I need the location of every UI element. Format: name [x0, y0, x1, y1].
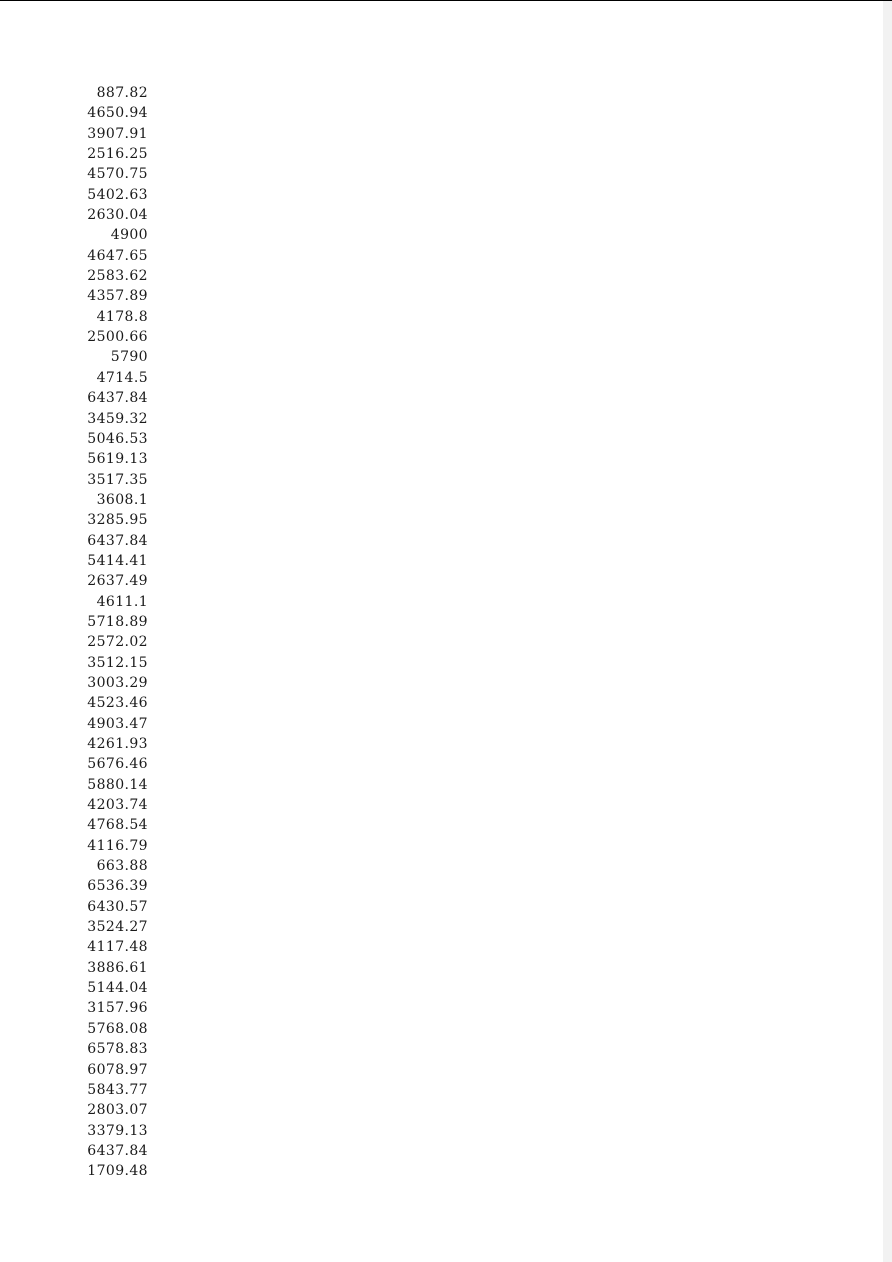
value-cell: 5768.08 [87, 1020, 148, 1037]
value-cell: 5619.13 [87, 451, 148, 468]
value-cell: 3886.61 [87, 959, 148, 976]
value-cell: 2572.02 [87, 634, 148, 651]
value-cell: 4647.65 [87, 247, 148, 264]
value-cell: 3608.1 [96, 491, 148, 508]
value-cell: 6578.83 [87, 1041, 148, 1058]
value-cell: 3524.27 [87, 919, 148, 936]
page-right-edge [883, 1, 892, 1262]
value-cell: 3379.13 [87, 1122, 148, 1139]
value-cell: 6536.39 [87, 878, 148, 895]
value-cell: 5880.14 [87, 776, 148, 793]
value-cell: 6430.57 [87, 898, 148, 915]
value-cell: 4116.79 [87, 837, 148, 854]
value-cell: 5402.63 [87, 186, 148, 203]
value-cell: 5414.41 [87, 552, 148, 569]
value-cell: 663.88 [96, 858, 148, 875]
value-cell: 3157.96 [87, 1000, 148, 1017]
value-cell: 4523.46 [87, 695, 148, 712]
value-cell: 4117.48 [87, 939, 148, 956]
value-cell: 2583.62 [87, 268, 148, 285]
value-cell: 4903.47 [87, 715, 148, 732]
value-cell: 1709.48 [87, 1163, 148, 1180]
value-cell: 2637.49 [87, 573, 148, 590]
value-cell: 2516.25 [87, 146, 148, 163]
value-cell: 4357.89 [87, 288, 148, 305]
value-cell: 6437.84 [87, 390, 148, 407]
value-cell: 4178.8 [96, 308, 148, 325]
value-cell: 5046.53 [87, 430, 148, 447]
value-cell: 4611.1 [96, 593, 148, 610]
value-cell: 887.82 [96, 85, 148, 101]
value-cell: 2803.07 [87, 1102, 148, 1119]
value-cell: 4714.5 [96, 369, 148, 386]
page-top-border [0, 0, 892, 1]
value-column [60, 83, 148, 1182]
value-cell: 5718.89 [87, 613, 148, 630]
value-cell: 2630.04 [87, 207, 148, 224]
value-cell: 5790 [110, 349, 148, 366]
value-cell: 3003.29 [87, 674, 148, 691]
value-cell: 3459.32 [87, 410, 148, 427]
value-cell: 6437.84 [87, 532, 148, 549]
value-cell: 4650.94 [87, 105, 148, 122]
value-cell: 4768.54 [87, 817, 148, 834]
value-cell: 4203.74 [87, 797, 148, 814]
value-cell: 5144.04 [87, 980, 148, 997]
value-cell: 4900 [110, 227, 148, 244]
value-cell: 3517.35 [87, 471, 148, 488]
value-cell: 3285.95 [87, 512, 148, 529]
value-cell: 5676.46 [87, 756, 148, 773]
value-cell: 2500.66 [87, 329, 148, 346]
value-cell: 3512.15 [87, 654, 148, 671]
value-cell: 5843.77 [87, 1081, 148, 1098]
value-cell: 4570.75 [87, 166, 148, 183]
value-cell: 6078.97 [87, 1061, 148, 1078]
value-cell: 6437.84 [87, 1142, 148, 1159]
value-cell: 3907.91 [87, 125, 148, 142]
value-cell: 4261.93 [87, 736, 148, 752]
